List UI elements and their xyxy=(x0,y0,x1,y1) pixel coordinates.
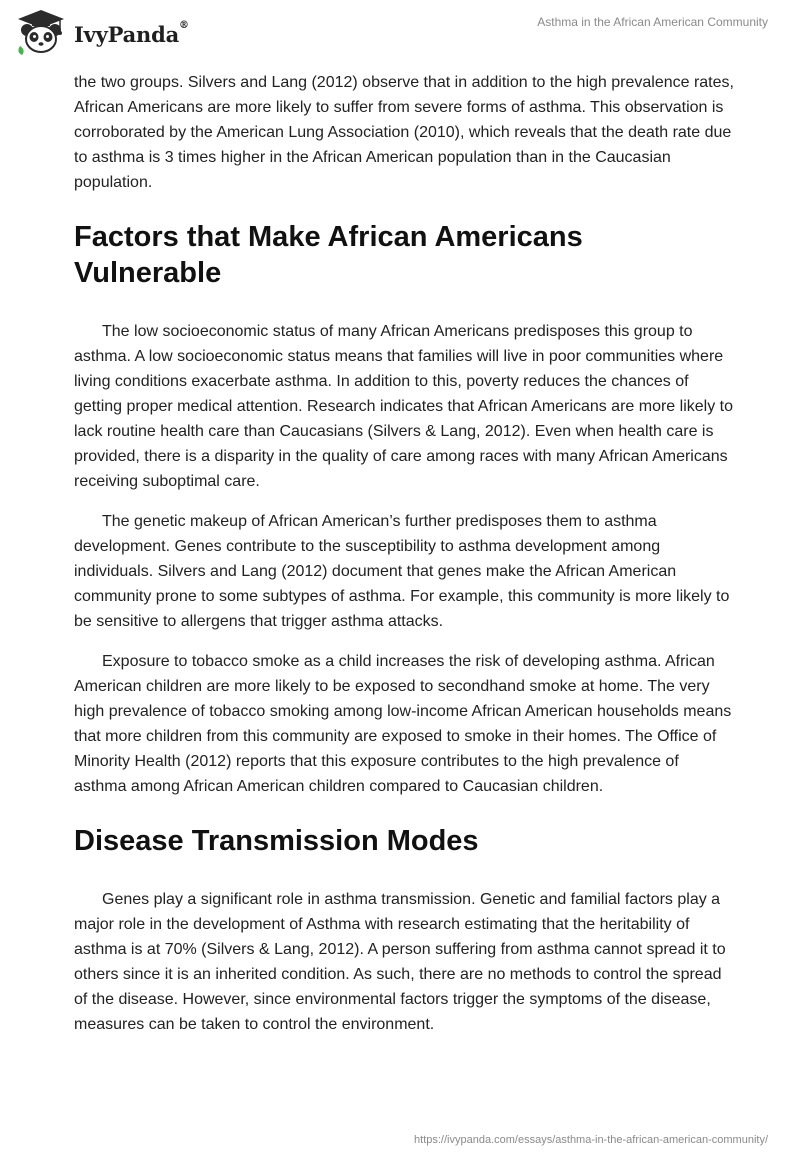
ivypanda-logo[interactable] xyxy=(14,8,189,56)
source-url[interactable]: https://ivypanda.com/essays/asthma-in-the-african-american-community/ xyxy=(414,1134,768,1146)
panda-graduate-logo-icon xyxy=(14,8,68,56)
essay-body xyxy=(74,70,734,1052)
document-title: Asthma in the African American Community xyxy=(537,15,768,29)
section-heading-transmission: Disease Transmission Modes xyxy=(74,825,479,857)
page-header xyxy=(0,0,800,62)
paragraph: Exposure to tobacco smoke as a child increases the risk of developing asthma. African American children are more likely to be exposed to secondhand smoke at home. The very high prevalence of tobacco smoking among low-income African American households means that more children from this community are exposed to smoke in their homes. The Office of Minority Health (2012) reports that this exposure contributes to the high prevalence of asthma among African American children compared to Caucasian children. xyxy=(74,653,732,795)
logo-wordmark: IvyPanda® xyxy=(74,19,189,47)
paragraph: Genes play a significant role in asthma transmission. Genetic and familial factors play a major role in the development of Asthma with research estimating that the heritability of asthma is at 70% (Silvers & Lang, 2012). A person suffering from asthma cannot spread it to others since it is an inherited condition. As such, there are no methods to control the spread of the disease. However, since environmental factors trigger the symptoms of the disease, measures can be taken to control the environment. xyxy=(74,891,726,1033)
paragraph: The genetic makeup of African American’s further predisposes them to asthma development. Genes contribute to the susceptibility to asthma development among individuals. Silvers and Lang (2012) document that genes make the African American community prone to some subtypes of asthma. For example, this community is more likely to be sensitive to allergens that trigger asthma attacks. xyxy=(74,513,730,630)
paragraph: The low socioeconomic status of many African Americans predisposes this group to asthma. A low socioeconomic status means that families will live in poor communities where living conditions exacerbate asthma. In addition to this, poverty reduces the chances of getting proper medical attention. Research indicates that African Americans are more likely to lack routine health care than Caucasians (Silvers & Lang, 2012). Even when health care is provided, there is a disparity in the quality of care among races with many African Americans receiving suboptimal care. xyxy=(74,323,733,490)
section-heading-factors: Factors that Make African Americans Vulnerable xyxy=(74,221,583,289)
intro-paragraph: the two groups. Silvers and Lang (2012) observe that in addition to the high prevalence rates, African Americans are more likely to suffer from severe forms of asthma. This observation is corroborated by the American Lung Association (2010), which reveals that the death rate due to asthma is 3 times higher in the African American population than in the Caucasian population. xyxy=(74,74,734,191)
